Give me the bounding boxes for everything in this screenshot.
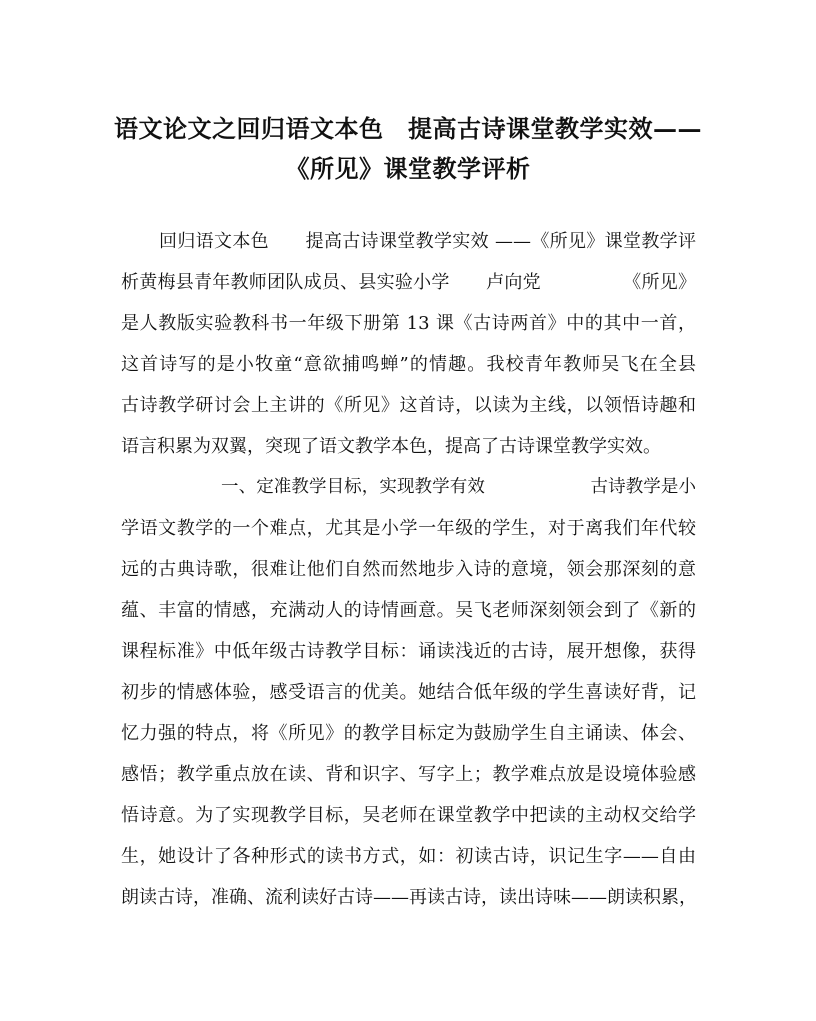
document-title-line-2: 《所见》课堂教学评析	[285, 154, 531, 183]
paragraph-line: 朗读古诗，准确、流利读好古诗——再读古诗，读出诗味——朗读积累，	[121, 887, 697, 908]
paragraph-line: 古诗教学研讨会上主讲的《所见》这首诗，以读为主线，以领悟诗趣和	[121, 395, 696, 416]
paragraph-line: 生，她设计了各种形式的读书方式，如：初读古诗，识记生字——自由	[121, 846, 696, 867]
paragraph-line: 这首诗写的是小牧童“意欲捕鸣蝉”的情趣。我校青年教师吴飞在全县	[121, 354, 696, 375]
paragraph-line: 语言积累为双翼，突现了语文教学本色，提高了古诗课堂教学实效。	[121, 436, 661, 457]
paragraph-line: 回归语文本色 提高古诗课堂教学实效 ——《所见》课堂教学评	[159, 231, 696, 252]
document-title-line-1: 语文论文之回归语文本色 提高古诗课堂教学实效——	[114, 114, 702, 143]
paragraph-line: 课程标准》中低年级古诗教学目标：诵读浅近的古诗，展开想像，获得	[121, 641, 696, 662]
paragraph-line: 学语文教学的一个难点，尤其是小学一年级的学生，对于离我们年代较	[121, 518, 696, 539]
paragraph-line: 是人教版实验教科书一年级下册第 13 课《古诗两首》中的其中一首，	[121, 313, 696, 334]
paragraph-line: 初步的情感体验，感受语言的优美。她结合低年级的学生喜读好背，记	[121, 682, 696, 703]
paragraph-line: 感悟；教学重点放在读、背和识字、写字上；教学难点放是设境体验感	[121, 764, 696, 785]
paragraph-line: 蕴、丰富的情感，充满动人的诗情画意。吴飞老师深刻领会到了《新的	[121, 600, 696, 621]
body-text	[121, 221, 696, 918]
paragraph-line: 忆力强的特点，将《所见》的教学目标定为鼓励学生自主诵读、体会、	[121, 723, 696, 744]
paragraph-line: 悟诗意。为了实现教学目标，吴老师在课堂教学中把读的主动权交给学	[121, 805, 696, 826]
paragraph-line: 一、定准教学目标，实现教学有效 古诗教学是小	[221, 477, 696, 497]
paragraph-line: 远的古典诗歌，很难让他们自然而然地步入诗的意境，领会那深刻的意	[121, 559, 696, 580]
paragraph-line: 析黄梅县青年教师团队成员、县实验小学 卢向党 《所见》	[121, 272, 696, 293]
